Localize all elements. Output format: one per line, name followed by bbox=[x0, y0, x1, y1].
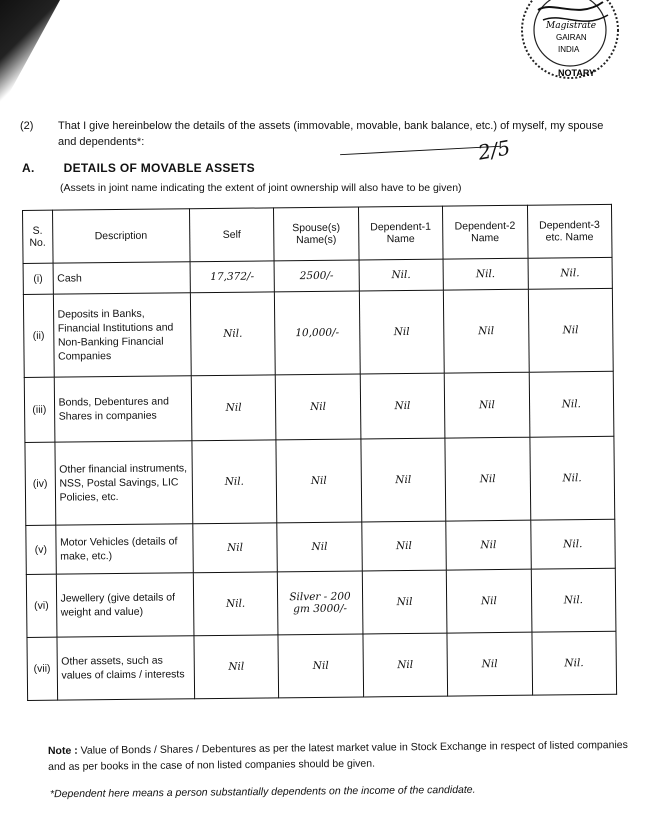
movable-assets-table bbox=[22, 204, 617, 701]
cell-dependent-3: Nil. bbox=[528, 257, 613, 289]
header-self: Self bbox=[189, 208, 274, 262]
cell-dependent-1: Nil. bbox=[359, 259, 444, 291]
seal-text-mid: GAIRAN bbox=[556, 33, 587, 42]
cell-dependent-1: Nil bbox=[361, 438, 446, 522]
cell-dependent-3: Nil. bbox=[531, 568, 616, 632]
cell-self: Nil. bbox=[193, 572, 278, 636]
header-description: Description bbox=[52, 209, 190, 263]
row-sno: (i) bbox=[23, 263, 53, 294]
row-description: Bonds, Debentures and Shares in companies bbox=[54, 376, 192, 442]
notary-seal-stamp bbox=[508, 0, 628, 100]
cell-spouse: Nil bbox=[276, 439, 361, 523]
table-row bbox=[24, 371, 614, 442]
cell-dependent-3: Nil. bbox=[530, 519, 615, 569]
row-description: Cash bbox=[53, 262, 191, 294]
cell-self: Nil bbox=[194, 635, 279, 699]
table-row bbox=[27, 631, 617, 700]
header-dependent-3: Dependent-3 etc. Name bbox=[527, 204, 612, 258]
header-spouse: Spouse(s) Name(s) bbox=[274, 207, 359, 261]
cell-self: Nil. bbox=[190, 292, 275, 376]
seal-text-country: INDIA bbox=[558, 45, 580, 54]
row-sno: (vi) bbox=[26, 574, 56, 637]
row-description: Jewellery (give details of weight and value) bbox=[56, 573, 194, 637]
row-description: Deposits in Banks, Financial Institutions and Non-Banking Financial Companies bbox=[53, 293, 191, 377]
cell-self: Nil bbox=[191, 375, 276, 441]
header-sno: S. No. bbox=[23, 210, 53, 263]
cell-dependent-1: Nil bbox=[361, 521, 446, 571]
cell-spouse: Nil bbox=[278, 634, 363, 698]
cell-dependent-3: Nil. bbox=[531, 631, 616, 695]
cell-dependent-1: Nil bbox=[360, 373, 445, 439]
paragraph-text: That I give hereinbelow the details of the assets (immovable, movable, bank balance, etc.) of myself, my spouse and dependents*: bbox=[58, 120, 604, 148]
cell-dependent-2: Nil. bbox=[443, 258, 528, 290]
footnote: *Dependent here means a person substantially dependents on the income of the candidate. bbox=[49, 783, 476, 801]
table-row bbox=[26, 568, 616, 637]
seal-text-bottom: NOTARY bbox=[558, 68, 595, 78]
cell-spouse: 2500/- bbox=[274, 260, 359, 292]
cell-dependent-2: Nil bbox=[447, 632, 532, 696]
cell-dependent-2: Nil bbox=[444, 372, 529, 438]
row-sno: (vii) bbox=[27, 637, 57, 700]
paragraph-number: (2) bbox=[20, 120, 34, 132]
note-label: Note : bbox=[47, 744, 78, 758]
note bbox=[48, 737, 628, 775]
cell-dependent-2: Nil bbox=[446, 520, 531, 570]
section-subtitle: (Assets in joint name indicating the extent of joint ownership will also have to be given) bbox=[60, 182, 462, 194]
header-dependent-1: Dependent-1 Name bbox=[358, 206, 443, 260]
section-title: DETAILS OF MOVABLE ASSETS bbox=[63, 161, 255, 175]
table-row bbox=[23, 288, 613, 377]
seal-text-top: Magistrate bbox=[546, 21, 597, 31]
row-sno: (iv) bbox=[25, 442, 55, 525]
row-sno: (v) bbox=[26, 525, 56, 574]
cell-spouse: Silver - 200 gm 3000/- bbox=[278, 571, 363, 635]
cell-spouse: Nil bbox=[275, 374, 360, 440]
header-dependent-2: Dependent-2 Name bbox=[443, 205, 528, 259]
row-description: Other assets, such as values of claims / interests bbox=[57, 636, 195, 700]
section-letter: A. bbox=[22, 161, 35, 175]
scan-shadow bbox=[0, 0, 60, 110]
row-sno: (ii) bbox=[23, 294, 53, 377]
row-description: Motor Vehicles (details of make, etc.) bbox=[55, 524, 193, 574]
note-text: Value of Bonds / Shares / Debentures as per the latest market value in Stock Exchange in respect of listed companies and as per books in the case of non listed companies should be given. bbox=[48, 738, 628, 774]
cell-self: Nil bbox=[193, 523, 278, 573]
cell-dependent-3: Nil bbox=[528, 288, 613, 372]
cell-spouse: Nil bbox=[277, 522, 362, 572]
section-heading bbox=[22, 161, 255, 175]
cell-dependent-2: Nil bbox=[446, 569, 531, 633]
cell-self: 17,372/- bbox=[190, 261, 275, 293]
cell-self: Nil. bbox=[192, 440, 277, 524]
row-description: Other financial instruments, NSS, Postal Savings, LIC Policies, etc. bbox=[54, 441, 192, 525]
cell-dependent-3: Nil. bbox=[529, 371, 614, 437]
cell-dependent-2: Nil bbox=[445, 437, 530, 521]
table-header-row bbox=[23, 204, 613, 263]
table-row bbox=[25, 436, 615, 525]
cell-dependent-1: Nil bbox=[362, 570, 447, 634]
cell-dependent-1: Nil bbox=[363, 633, 448, 697]
page-mark: 2/5 bbox=[476, 135, 513, 165]
cell-dependent-2: Nil bbox=[443, 289, 528, 373]
cell-spouse: 10,000/- bbox=[275, 291, 360, 375]
cell-dependent-1: Nil bbox=[359, 290, 444, 374]
row-sno: (iii) bbox=[24, 377, 54, 442]
cell-dependent-3: Nil. bbox=[529, 436, 614, 520]
table-row bbox=[26, 519, 615, 574]
